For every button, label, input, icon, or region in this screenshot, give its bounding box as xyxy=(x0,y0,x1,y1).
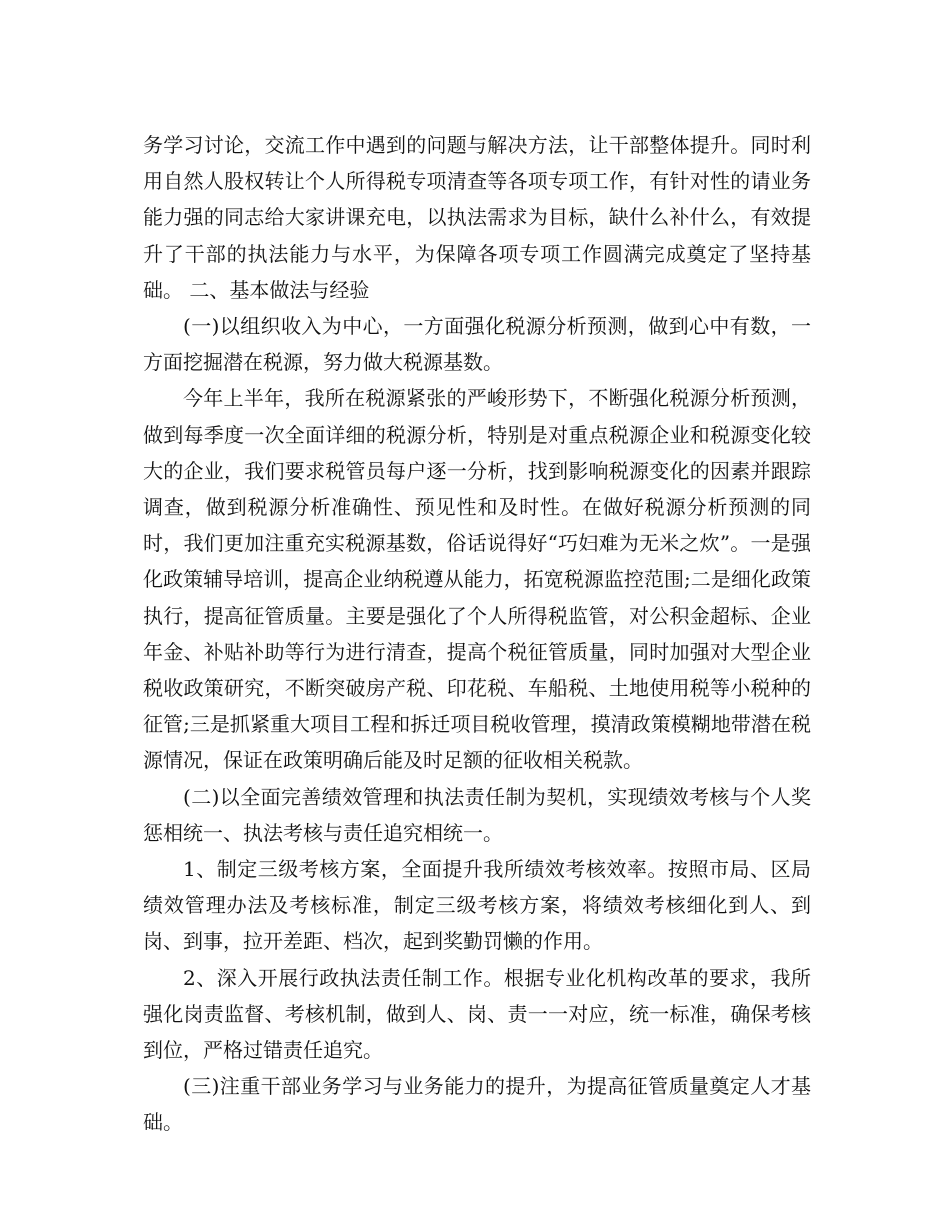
paragraph-continuation: 务学习讨论，交流工作中遇到的问题与解决方法，让干部整体提升。同时利用自然人股权转让个人所得税专项清查等各项专项工作，有针对性的请业务能力强的同志给大家讲课充电，以执法需求为目标，缺什么补什么，有效提升了干部的执法能力与水平，为保障各项专项工作圆满完成奠定了坚持基础。 二、基本做法与经验 xyxy=(143,133,811,302)
paragraph-section-1-heading: (一)以组织收入为中心，一方面强化税源分析预测，做到心中有数，一方面挖掘潜在税源，努力做大税源基数。 xyxy=(143,314,811,375)
paragraph-tax-source-analysis: 今年上半年，我所在税源紧张的严峻形势下，不断强化税源分析预测，做到每季度一次全面详细的税源分析，特别是对重点税源企业和税源变化较大的企业，我们要求税管员每户逐一分析，找到影响税源变化的因素并跟踪调查，做到税源分析准确性、预见性和及时性。在做好税源分析预测的同时，我们更加注重充实税源基数，俗话说得好“巧妇难为无米之炊”。一是强化政策辅导培训，提高企业纳税遵从能力，拓宽税源监控范围;二是细化政策执行，提高征管质量。主要是强化了个人所得税监管，对公积金超标、企业年金、补贴补助等行为进行清查，提高个税征管质量，同时加强对大型企业税收政策研究，不断突破房产税、印花税、车船税、土地使用税等小税种的征管;三是抓紧重大项目工程和拆迁项目税收管理，摸清政策模糊地带潜在税源情况，保证在政策明确后能及时足额的征收相关税款。 xyxy=(143,386,811,773)
document-page xyxy=(143,127,811,1141)
paragraph-section-3-heading: (三)注重干部业务学习与业务能力的提升，为提高征管质量奠定人才基础。 xyxy=(143,1074,811,1135)
paragraph-item-2: 2、深入开展行政执法责任制工作。根据专业化机构改革的要求，我所强化岗责监督、考核机制，做到人、岗、责一一对应，统一标准，确保考核到位，严格过错责任追究。 xyxy=(143,965,811,1063)
paragraph-section-2-heading: (二)以全面完善绩效管理和执法责任制为契机，实现绩效考核与个人奖惩相统一、执法考核与责任追究相统一。 xyxy=(143,784,811,845)
paragraph-item-1: 1、制定三级考核方案，全面提升我所绩效考核效率。按照市局、区局绩效管理办法及考核标准，制定三级考核方案，将绩效考核细化到人、到岗、到事，拉开差距、档次，起到奖勤罚懒的作用。 xyxy=(143,857,811,954)
